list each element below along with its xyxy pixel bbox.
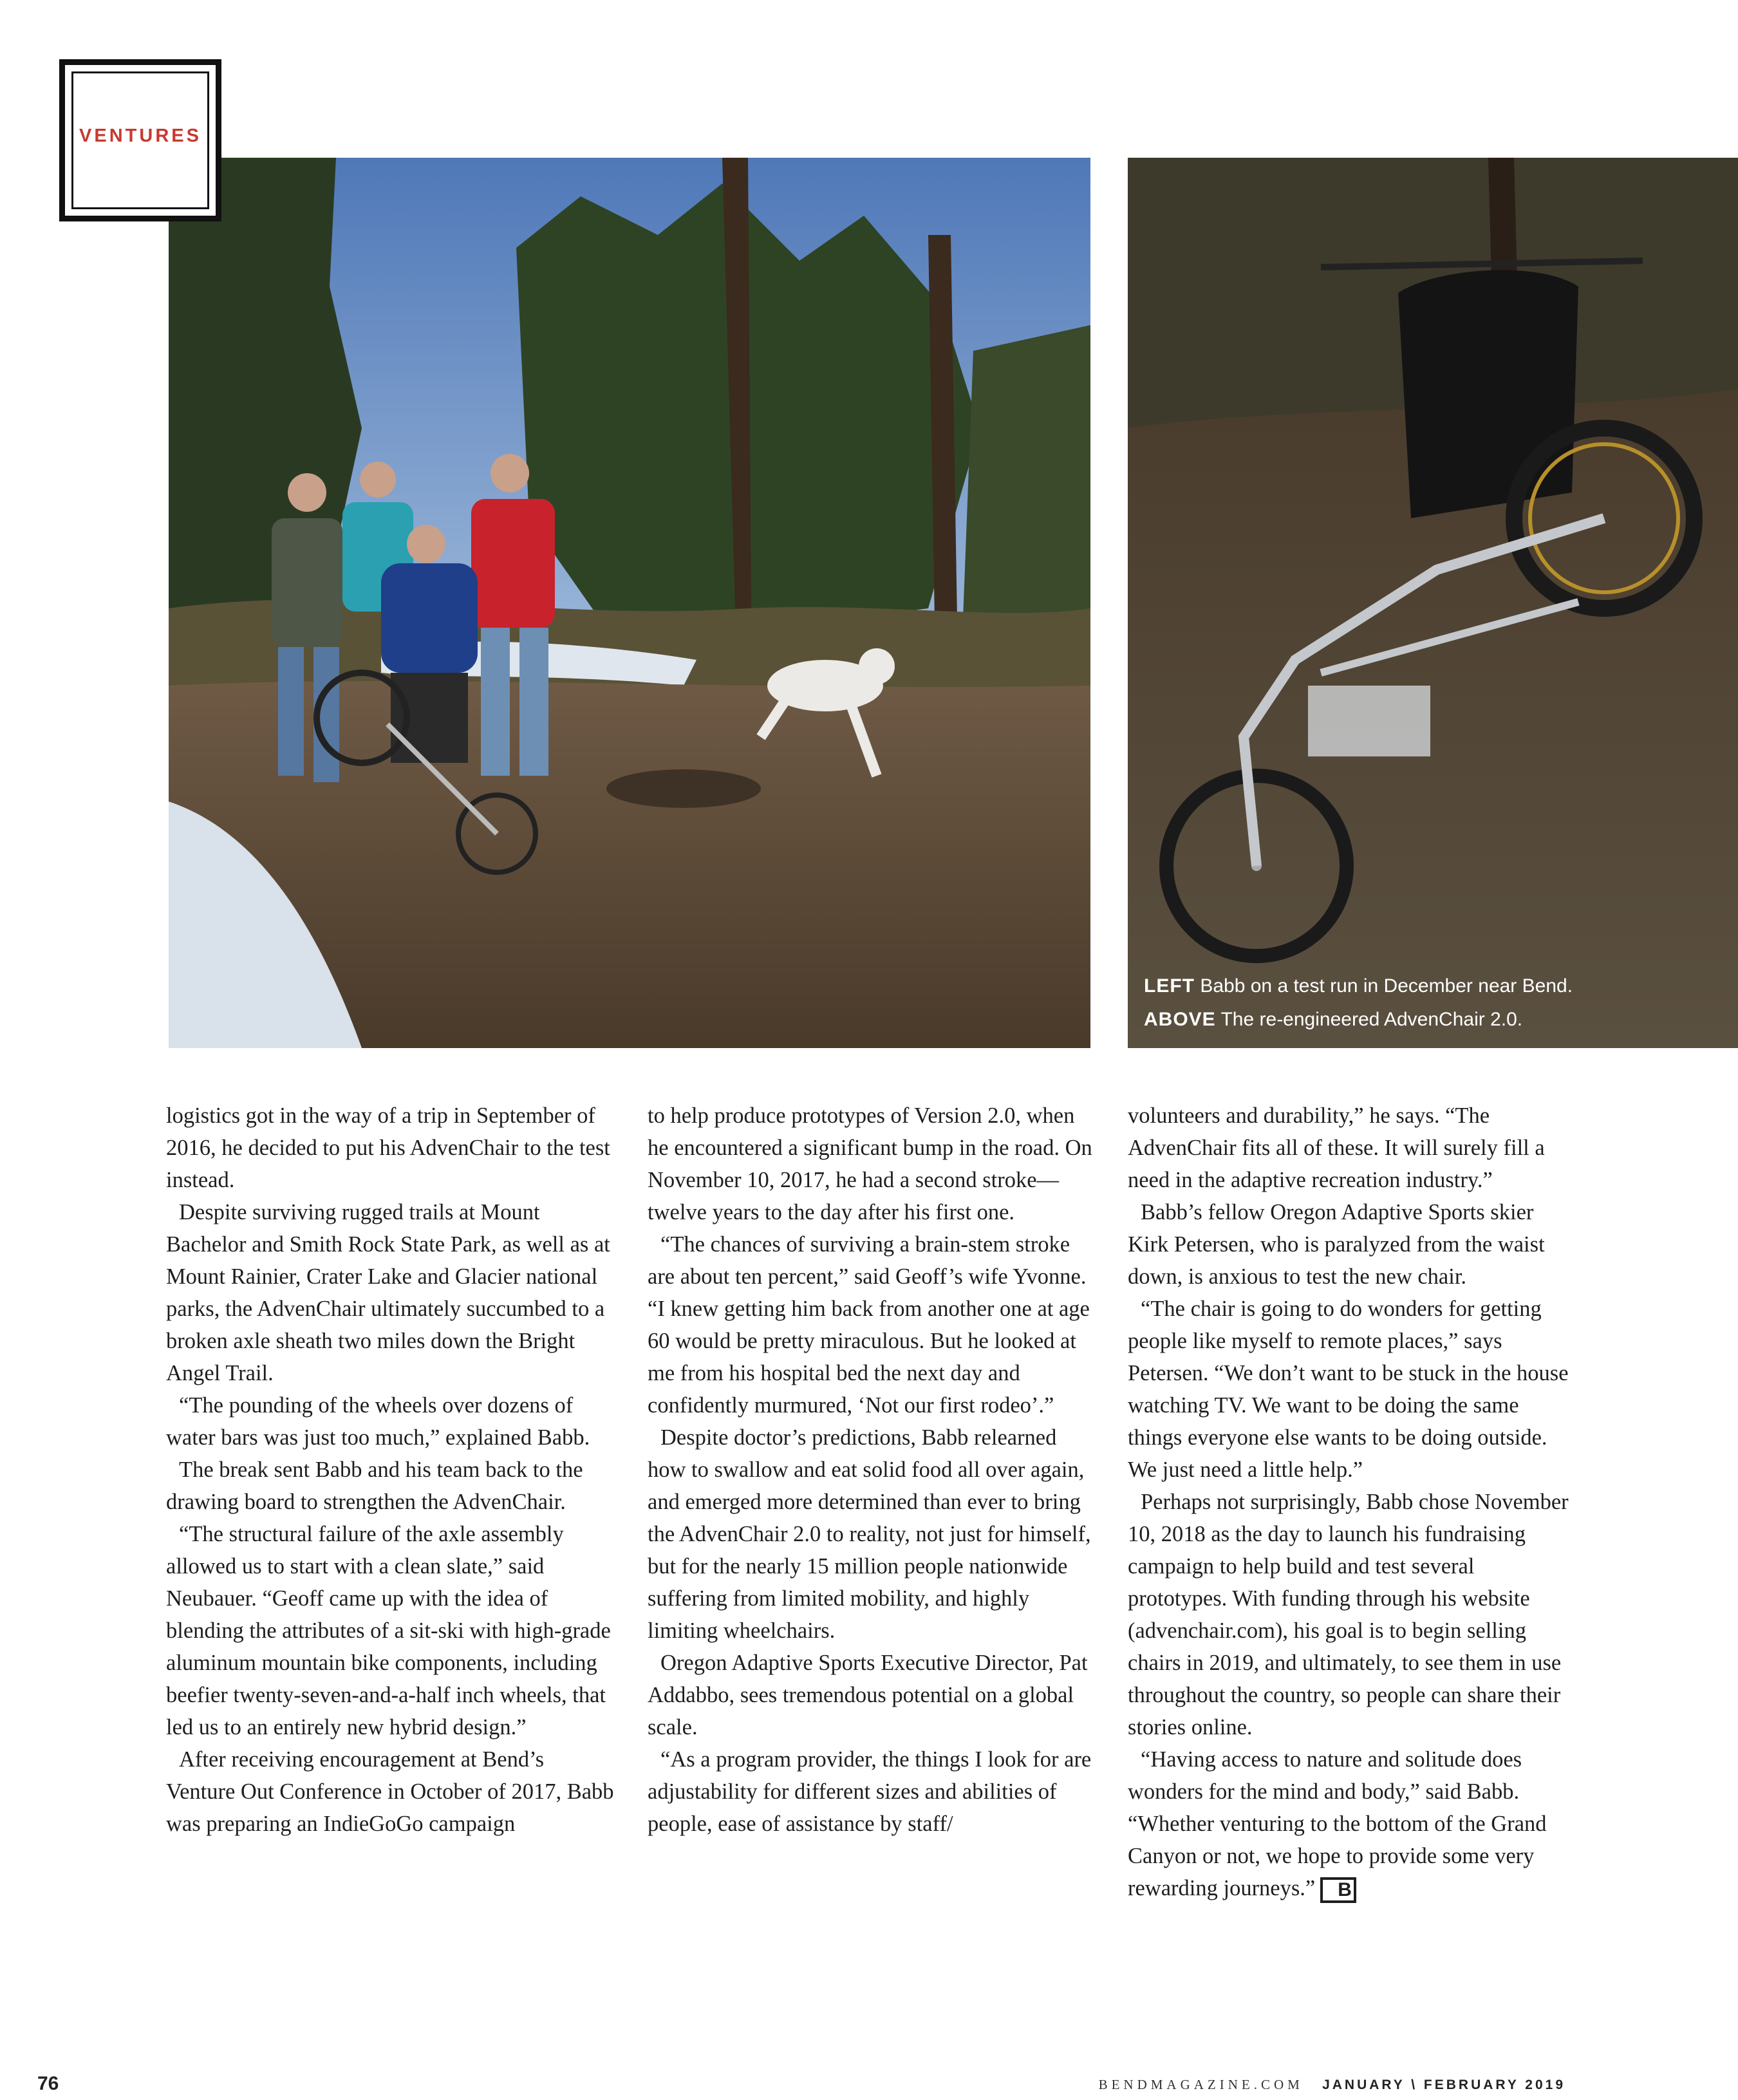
caption-label-left: LEFT (1144, 975, 1195, 997)
article-paragraph: “The chances of surviving a brain-stem stroke are about ten percent,” said Geoff’s wife Yvonne. “I knew getting him back from another one at age 60 would be pretty miraculous. But he looked at me from his hospital bed the next day and confidently murmured, ‘Not our first rodeo’.” (648, 1232, 1090, 1418)
article-paragraph: “The chair is going to do wonders for getting people like myself to remote places,” says Petersen. “We don’t want to be stuck in the house watching TV. We want to be doing the same things everyone else wants to be doing outside. We just need a little help.” (1128, 1297, 1569, 1482)
photo-advenchair-2 (1128, 158, 1738, 1048)
section-tag (59, 59, 221, 221)
end-of-article-mark: B (1320, 1877, 1356, 1903)
caption-text-left: Babb on a test run in December near Bend. (1200, 975, 1573, 997)
page-number: 76 (37, 2073, 59, 2094)
section-tag-label: VENTURES (79, 125, 201, 146)
article-paragraph: After receiving encouragement at Bend’s Venture Out Conference in October of 2017, Babb was preparing an IndieGoGo campaign (166, 1747, 614, 1836)
advenchair-photo-illustration (1128, 158, 1738, 1048)
article-paragraph: “The pounding of the wheels over dozens of water bars was just too much,” explained Babb. (166, 1393, 590, 1450)
article-paragraph: Babb’s fellow Oregon Adaptive Sports skier Kirk Petersen, who is paralyzed from the waist down, is anxious to test the new chair. (1128, 1200, 1545, 1289)
final-paragraph-text: “Having access to nature and solitude does wonders for the mind and body,” said Babb. “Whether venturing to the bottom of the Grand Canyon or not, we hope to provide some very rewarding journeys.” (1128, 1747, 1547, 1900)
article-column-2 (648, 1100, 1098, 1840)
caption-line-left (1144, 970, 1723, 1003)
footer-issue: JANUARY \ FEBRUARY 2019 (1322, 2077, 1565, 2092)
article-paragraph: Perhaps not surprisingly, Babb chose November 10, 2018 as the day to launch his fundraising campaign to help build and test several prototypes. With funding through his website (advenchair.com), his goal is to begin selling chairs in 2019, and ultimately, to see them in use throughout the country, so people can share their stories online. (1128, 1490, 1569, 1739)
page-footer (1099, 2077, 1565, 2093)
footer-site: BENDMAGAZINE.COM (1098, 2077, 1304, 2092)
photo-caption (1144, 970, 1723, 1036)
trail-photo-illustration (169, 158, 1090, 1048)
article-paragraph: Despite doctor’s predictions, Babb relearned how to swallow and eat solid food all over again, and emerged more determined than ever to bring the AdvenChair 2.0 to reality, not just for himself, but for the nearly 15 million people nationwide suffering from limited mobility, and highly limiting wheelchairs. (648, 1425, 1091, 1643)
article-paragraph: Oregon Adaptive Sports Executive Director, Pat Addabbo, sees tremendous potential on a global scale. (648, 1651, 1088, 1739)
article-paragraph: volunteers and durability,” he says. “The AdvenChair fits all of these. It will surely fill a need in the adaptive recreation industry.” (1128, 1103, 1545, 1192)
article-column-1 (166, 1100, 617, 1840)
caption-label-above: ABOVE (1144, 1009, 1216, 1030)
article-paragraph: The break sent Babb and his team back to the drawing board to strengthen the AdvenChair. (166, 1458, 583, 1514)
article-paragraph (1128, 1743, 1578, 1904)
caption-line-above (1144, 1003, 1723, 1036)
photo-trail-test-run (169, 158, 1090, 1048)
article-column-3 (1128, 1100, 1578, 1904)
article-paragraph: logistics got in the way of a trip in September of 2016, he decided to put his AdvenChair to the test instead. (166, 1103, 610, 1192)
article-paragraph: “The structural failure of the axle assembly allowed us to start with a clean slate,” said Neubauer. “Geoff came up with the idea of blending the attributes of a sit-ski with high-grade aluminum mountain bike components, including beefier twenty-seven-and-a-half inch wheels, that led us to an entirely new hybrid design.” (166, 1522, 611, 1739)
article-paragraph: “As a program provider, the things I look for are adjustability for different sizes and abilities of people, ease of assistance by staff/ (648, 1747, 1092, 1836)
section-tag-inner-frame (71, 71, 209, 209)
caption-text-above: The re-engineered AdvenChair 2.0. (1220, 1009, 1523, 1030)
article-paragraph: Despite surviving rugged trails at Mount Bachelor and Smith Rock State Park, as well as at Mount Rainier, Crater Lake and Glacier national parks, the AdvenChair ultimately succumbed to a broken axle sheath two miles down the Bright Angel Trail. (166, 1200, 610, 1385)
article-paragraph: to help produce prototypes of Version 2.0, when he encountered a significant bump in the road. On November 10, 2017, he had a second stroke—twelve years to the day after his first one. (648, 1103, 1092, 1224)
